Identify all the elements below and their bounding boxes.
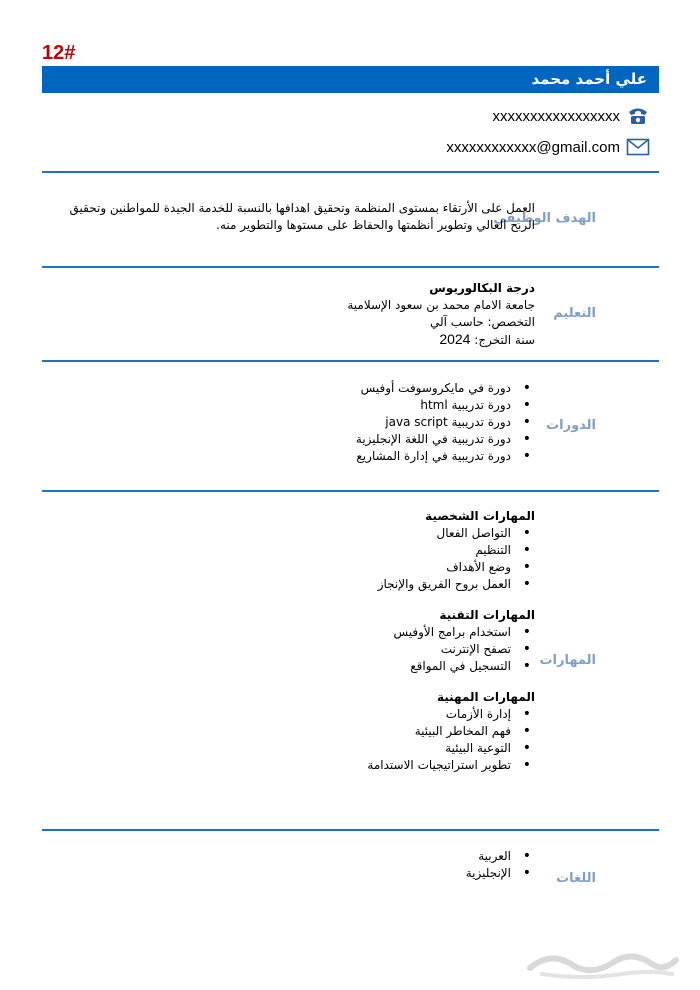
section-divider: [42, 490, 659, 492]
major: التخصص: حاسب آلي: [429, 315, 535, 329]
courses-list: [356, 380, 535, 465]
name-header-bar: [42, 66, 659, 93]
languages-label: اللغات: [556, 871, 596, 886]
section-divider: [42, 266, 659, 268]
list-item: • التنظيم: [367, 542, 535, 559]
list-item: • تصفح الإنترنت: [367, 641, 535, 658]
list-item: • فهم المخاطر البيئية: [367, 723, 535, 740]
list-item: • دورة تدريبية في اللغة الإنجليزية: [356, 431, 535, 448]
personal-skills-list: [367, 525, 535, 593]
skills-block: [367, 504, 535, 774]
graduation-year: 2024: [439, 331, 471, 347]
section-divider: [42, 360, 659, 362]
objective-label: الهدف الوظيفي: [493, 211, 596, 226]
education-label: التعليم: [553, 306, 596, 321]
objective-text: العمل على الأرتقاء بمستوى المنظمة وتحقيق اهدافها بالنسبة للخدمة الجيدة للمواطنين وتحقيق الربح العالي وتطوير أنظمتها والحفاظ على مستوها والتطوير منه.: [69, 201, 535, 232]
list-item: • دورة في مايكروسوفت أوفيس: [356, 380, 535, 397]
courses-label: الدورات: [546, 418, 596, 433]
list-item: • التواصل الفعال: [367, 525, 535, 542]
languages-block: [466, 848, 535, 882]
university: جامعة الامام محمد بن سعود الإسلامية: [347, 298, 535, 312]
phone-icon: [626, 106, 650, 126]
list-item: • تطوير استراتيجيات الاستدامة: [367, 757, 535, 774]
education-block: [347, 280, 535, 349]
list-item: • استخدام برامج الأوفيس: [367, 624, 535, 641]
list-item: • العمل بروح الفريق والإنجاز: [367, 576, 535, 593]
graduation: [347, 331, 535, 349]
languages-list: [466, 848, 535, 882]
list-item: • دورة تدريبية java script: [356, 414, 535, 431]
list-item: • دورة تدريبية في إدارة المشاريع: [356, 448, 535, 465]
section-divider: [42, 829, 659, 831]
technical-skills-title: المهارات التقنية: [439, 608, 535, 622]
list-item: • العربية: [466, 848, 535, 865]
list-item: • التوعية البيئية: [367, 740, 535, 757]
email-address[interactable]: xxxxxxxxxxxx@gmail.com: [446, 138, 620, 156]
envelope-icon: [626, 137, 650, 157]
email-row: [446, 137, 650, 157]
resume-number-badge: 12#: [42, 42, 76, 64]
degree: درجة البكالوريوس: [429, 281, 535, 295]
professional-skills-title: المهارات المهنية: [436, 690, 535, 704]
list-item: • إدارة الأزمات: [367, 706, 535, 723]
professional-skills-list: [367, 706, 535, 774]
phone-number: xxxxxxxxxxxxxxxxx: [492, 107, 620, 125]
list-item: • دورة تدريبية html: [356, 397, 535, 414]
graduation-label: سنة التخرج:: [474, 333, 535, 347]
section-divider: [42, 171, 659, 173]
list-item: • وضع الأهداف: [367, 559, 535, 576]
courses-block: [356, 380, 535, 465]
personal-skills-title: المهارات الشخصية: [425, 509, 535, 523]
list-item: • الإنجليزية: [466, 865, 535, 882]
watermark-logo: [522, 942, 682, 982]
skills-label: المهارات: [539, 653, 596, 668]
technical-skills-list: [367, 624, 535, 675]
phone-row: [493, 106, 651, 126]
full-name: علي أحمد محمد: [531, 70, 647, 88]
list-item: • التسجيل في المواقع: [367, 658, 535, 675]
